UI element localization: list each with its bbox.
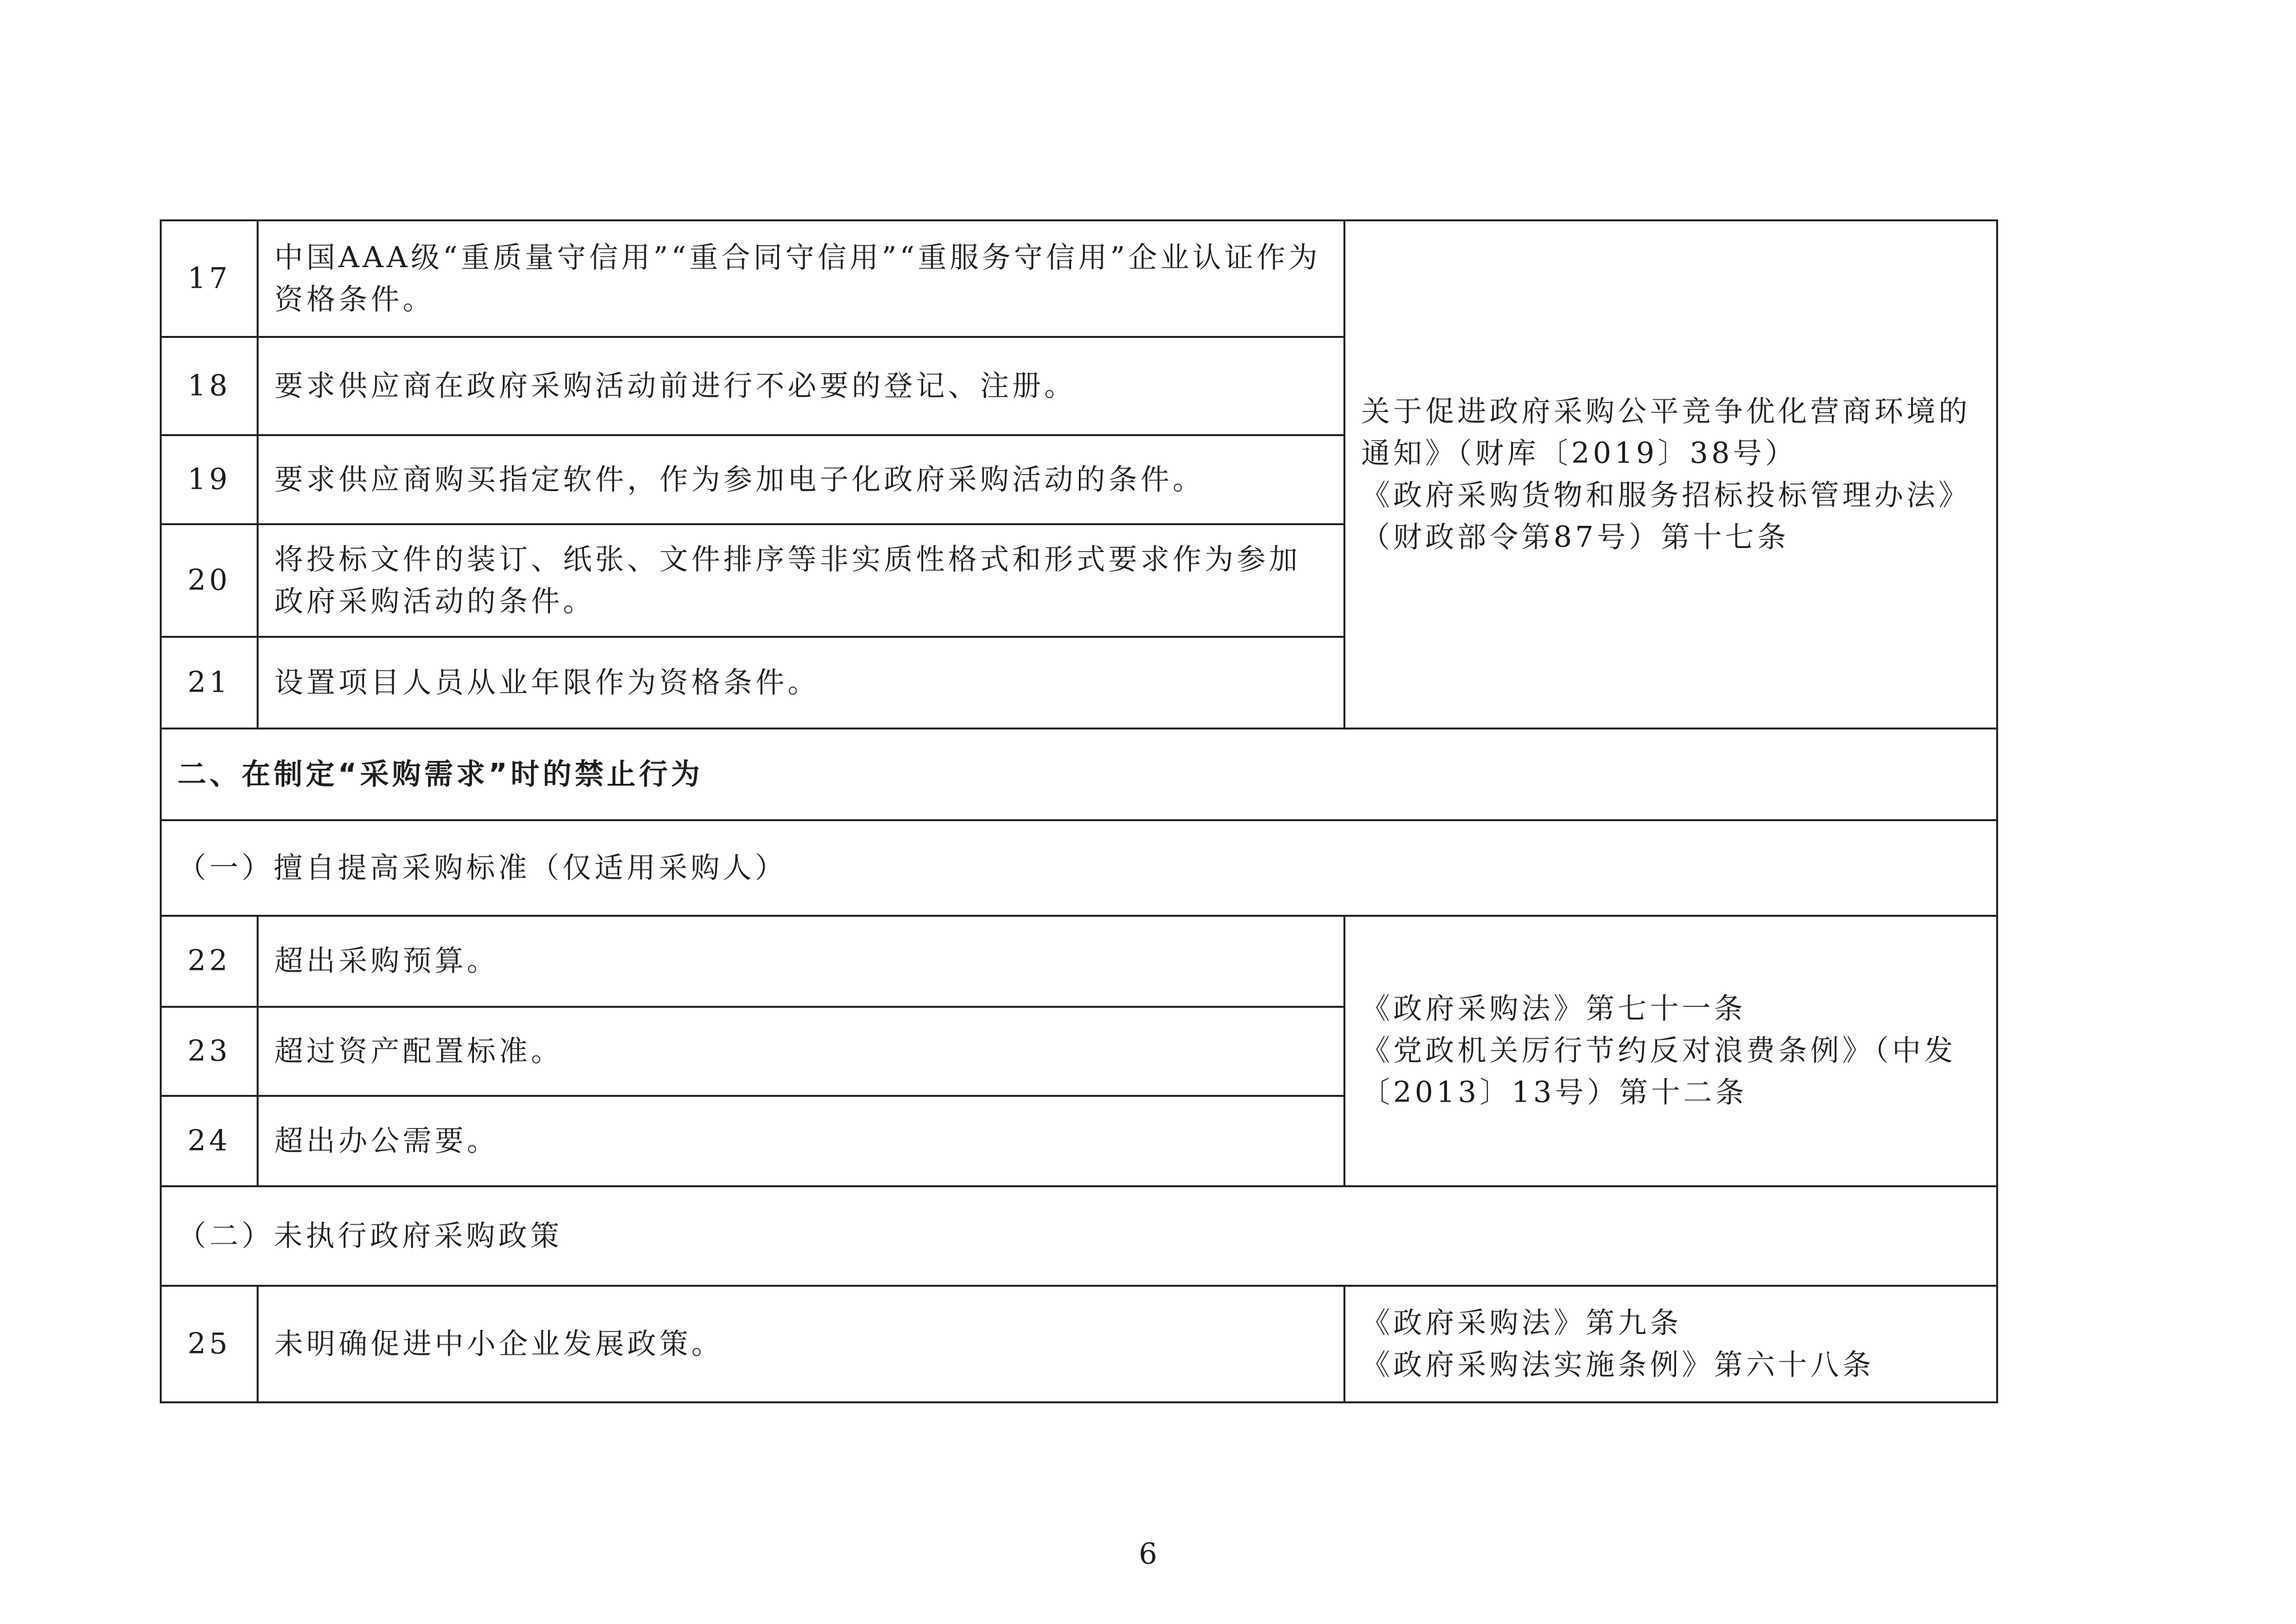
subsection-heading: （二）未执行政府采购政策 bbox=[161, 1187, 1997, 1286]
row-text: 超出采购预算。 bbox=[258, 916, 1345, 1007]
row-text: 超出办公需要。 bbox=[258, 1096, 1345, 1187]
legal-basis-line: 《政府采购法》第九条 bbox=[1361, 1306, 1682, 1340]
row-number: 19 bbox=[161, 435, 258, 525]
row-number: 25 bbox=[161, 1286, 258, 1403]
legal-basis-cell bbox=[1345, 221, 1997, 729]
row-number: 24 bbox=[161, 1096, 258, 1187]
row-text: 要求供应商在政府采购活动前进行不必要的登记、注册。 bbox=[258, 337, 1345, 435]
row-text: 将投标文件的装订、纸张、文件排序等非实质性格式和形式要求作为参加政府采购活动的条件。 bbox=[258, 525, 1345, 637]
subsection-row bbox=[161, 1187, 1997, 1286]
legal-basis-line: 《政府采购法实施条例》第六十八条 bbox=[1361, 1348, 1874, 1382]
legal-basis-line: 《政府采购法》第七十一条 bbox=[1361, 992, 1746, 1025]
row-text: 未明确促进中小企业发展政策。 bbox=[258, 1286, 1345, 1403]
row-number: 23 bbox=[161, 1007, 258, 1096]
legal-basis-cell bbox=[1345, 1286, 1997, 1403]
section-heading: 二、在制定“采购需求”时的禁止行为 bbox=[161, 729, 1997, 821]
subsection-heading: （一）擅自提高采购标准（仅适用采购人） bbox=[161, 821, 1997, 916]
table-row bbox=[161, 221, 1997, 337]
row-number: 22 bbox=[161, 916, 258, 1007]
legal-basis-line: 关于促进政府采购公平竞争优化营商环境的通知》（财库〔2019〕38号） bbox=[1361, 394, 1971, 470]
row-number: 20 bbox=[161, 525, 258, 637]
row-number: 17 bbox=[161, 221, 258, 337]
row-number: 18 bbox=[161, 337, 258, 435]
subsection-row bbox=[161, 821, 1997, 916]
section-row bbox=[161, 729, 1997, 821]
row-text: 设置项目人员从业年限作为资格条件。 bbox=[258, 637, 1345, 729]
row-number: 21 bbox=[161, 637, 258, 729]
prohibited-behaviors-table bbox=[160, 219, 1998, 1403]
row-text: 要求供应商购买指定软件，作为参加电子化政府采购活动的条件。 bbox=[258, 435, 1345, 525]
row-text: 超过资产配置标准。 bbox=[258, 1007, 1345, 1096]
page-number: 6 bbox=[1139, 1538, 1157, 1571]
table-row bbox=[161, 916, 1997, 1007]
row-text: 中国AAA级“重质量守信用”“重合同守信用”“重服务守信用”企业认证作为资格条件。 bbox=[258, 221, 1345, 337]
legal-basis-line: 《政府采购货物和服务招标投标管理办法》（财政部令第87号）第十七条 bbox=[1361, 478, 1971, 554]
legal-basis-line: 《党政机关厉行节约反对浪费条例》（中发〔2013〕13号）第十二条 bbox=[1361, 1034, 1956, 1109]
table-row bbox=[161, 1286, 1997, 1403]
legal-basis-cell bbox=[1345, 916, 1997, 1187]
